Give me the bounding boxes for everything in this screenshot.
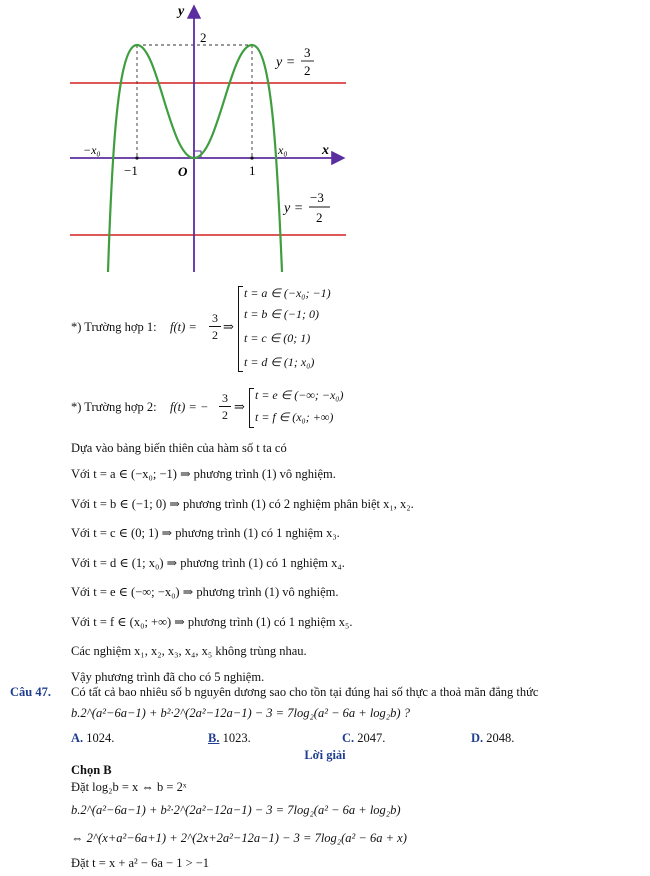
case1-frac-den: 2	[212, 328, 218, 342]
upper-line-den: 2	[304, 63, 311, 78]
case2-frac-bar	[219, 406, 231, 407]
case1-label: *) Trường hợp 1:	[71, 320, 157, 334]
case2-item: t = e ∈ (−∞; −x₀)	[255, 388, 344, 402]
x-axis-label: x	[322, 143, 329, 158]
option-letter: C.	[342, 731, 355, 745]
case1-item: t = a ∈ (−x₀; −1)	[244, 286, 331, 300]
solution-step: b.2^(a²−6a−1) + b²·2^(2a²−12a−1) − 3 = 7log₂(a² − 6a + log₂b)	[71, 803, 401, 817]
upper-line-num: 3	[304, 45, 311, 60]
analysis-line: Với t = d ∈ (1; x₀) ⇒ phương trình (1) có 1 nghiệm x₄.	[71, 556, 345, 570]
option-value: 1024.	[86, 731, 115, 745]
analysis-line: Với t = f ∈ (x₀; +∞) ⇒ phương trình (1) có 1 nghiệm x₅.	[71, 615, 353, 629]
question-number: Câu 47.	[10, 685, 51, 699]
question-text: Có tất cả bao nhiêu số b nguyên dương sao cho tồn tại đúng hai số thực a thoả mãn đẳng thức	[71, 685, 539, 699]
case2-bracket	[249, 388, 254, 428]
case2-frac-den: 2	[222, 408, 228, 422]
max-label: 2	[200, 30, 207, 45]
x0-label: x₀	[278, 143, 288, 157]
upper-line-label: y =	[276, 55, 296, 70]
case2-frac-num: 3	[222, 391, 228, 405]
option-letter: B.	[208, 731, 220, 745]
case1-item: t = b ∈ (−1; 0)	[244, 307, 319, 321]
analysis-intro: Dựa vào bảng biến thiên của hàm số t ta có	[71, 441, 287, 455]
option-a[interactable]	[71, 731, 114, 746]
case1-item: t = d ∈ (1; x₀)	[244, 355, 315, 369]
option-value: 2047.	[357, 731, 386, 745]
one-label: 1	[249, 163, 256, 178]
option-letter: D.	[471, 731, 484, 745]
case1-arrow: ⇒	[223, 320, 234, 335]
case2-arrow: ⇒	[234, 400, 245, 415]
minus-one-label: −1	[124, 163, 138, 178]
case1-frac-num: 3	[212, 311, 218, 325]
case1-frac-bar	[209, 326, 221, 327]
case1-bracket	[238, 286, 243, 372]
solution-choice: Chọn B	[71, 763, 112, 777]
solution-title: Lời giải	[304, 748, 346, 762]
solution-step: Đặt t = x + a² − 6a − 1 > −1	[71, 856, 210, 870]
lower-line-num: −3	[310, 190, 324, 205]
lower-line-label: y =	[284, 201, 304, 216]
option-d[interactable]	[471, 731, 514, 746]
case1-item: t = c ∈ (0; 1)	[244, 331, 311, 345]
option-b[interactable]	[208, 731, 251, 746]
question-equation: b.2^(a²−6a−1) + b²·2^(2a²−12a−1) − 3 = 7log₂(a² − 6a + log₂b) ?	[71, 706, 410, 720]
option-c[interactable]	[342, 731, 385, 746]
option-value: 2048.	[486, 731, 515, 745]
solution-step: Đặt log₂b = x ⇔ b = 2ˣ	[71, 780, 187, 794]
analysis-line: Với t = c ∈ (0; 1) ⇒ phương trình (1) có 1 nghiệm x₃.	[71, 526, 340, 540]
case2-label: *) Trường hợp 2:	[71, 400, 157, 414]
case2-lhs: f(t) = −	[170, 400, 209, 414]
origin-label: O	[178, 164, 188, 179]
function-graph	[0, 0, 650, 285]
case1-lhs: f(t) =	[170, 320, 197, 334]
analysis-distinct: Các nghiệm x₁, x₂, x₃, x₄, x₅ không trùng nhau.	[71, 644, 307, 658]
case2-item: t = f ∈ (x₀; +∞)	[255, 410, 334, 424]
lower-line-den: 2	[316, 210, 323, 225]
neg-x0-label: −x₀	[83, 143, 101, 157]
analysis-line: Với t = a ∈ (−x₀; −1) ⇒ phương trình (1) vô nghiệm.	[71, 467, 336, 481]
analysis-conclusion: Vậy phương trình đã cho có 5 nghiệm.	[71, 670, 265, 684]
solution-step: ⇔ 2^(x+a²−6a+1) + 2^(2x+2a²−12a−1) − 3 = 7log₂(a² − 6a + x)	[71, 831, 407, 845]
option-value: 1023.	[222, 731, 251, 745]
analysis-line: Với t = e ∈ (−∞; −x₀) ⇒ phương trình (1) vô nghiệm.	[71, 585, 339, 599]
option-letter: A.	[71, 731, 84, 745]
analysis-line: Với t = b ∈ (−1; 0) ⇒ phương trình (1) có 2 nghiệm phân biệt x₁, x₂.	[71, 497, 414, 511]
y-axis-label: y	[178, 4, 185, 19]
